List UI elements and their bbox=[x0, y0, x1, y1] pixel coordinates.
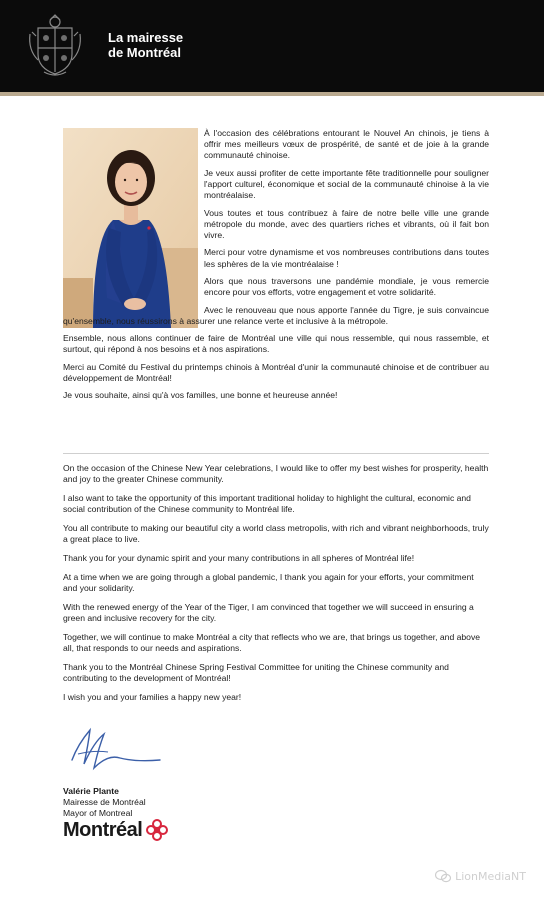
letter-en-paragraph: With the renewed energy of the Year of the Tiger, I am convinced that together we will succeed in ensuring a green and inclusive recovery for the city. bbox=[63, 601, 474, 623]
letter-fr-paragraph: Merci pour votre dynamisme et vos nombreuses contributions dans toutes les sphères de la vie montréalaise ! bbox=[204, 247, 489, 269]
letter-fr-paragraph: À l'occasion des célébrations entourant le Nouvel An chinois, je tiens à offrir mes meilleurs vœux de prospérité, de santé et de joie à la grande communauté chinoise. bbox=[204, 128, 489, 161]
montreal-logo bbox=[63, 817, 169, 843]
montreal-logo-text: Montréal bbox=[63, 818, 143, 841]
letterhead-banner bbox=[0, 0, 544, 92]
letter-en-paragraph: You all contribute to making our beautiful city a world class metropolis, with rich and vibrant neighborhoods, truly a great place to live. bbox=[63, 523, 489, 545]
signature-block bbox=[63, 786, 146, 819]
letter-french bbox=[63, 128, 489, 408]
montreal-rosette-logo-icon bbox=[145, 818, 169, 842]
letter-en-paragraph: Thank you for your dynamic spirit and your many contributions in all spheres of Montréal life! bbox=[63, 553, 415, 563]
letter-english bbox=[63, 463, 489, 710]
handwritten-signature bbox=[64, 724, 174, 772]
letter-en-paragraph: At a time when we are going through a global pandemic, I thank you again for your efforts, your commitment and your solidarity. bbox=[63, 571, 474, 593]
letter-en-paragraph: Thank you to the Montréal Chinese Spring Festival Committee for uniting the Chinese community and contributing to the development of Montréal! bbox=[63, 661, 449, 683]
letter-en-paragraph: I wish you and your families a happy new year! bbox=[63, 691, 242, 702]
letterhead-title bbox=[108, 30, 183, 60]
letter-fr-paragraph: Alors que nous traversons une pandémie mondiale, je vous remercie encore pour vos efforts, votre engagement et votre solidarité. bbox=[204, 275, 489, 298]
language-divider bbox=[63, 453, 489, 454]
wechat-channel-icon bbox=[435, 869, 451, 883]
signer-name: Valérie Plante bbox=[63, 786, 119, 796]
signer-title-fr: Mairesse de Montréal bbox=[63, 797, 146, 807]
watermark bbox=[435, 868, 526, 884]
letter-en-paragraph: I also want to take the opportunity of this important traditional holiday to highlight the cultural, economic and social contribution of the Chinese community to Montréal life. bbox=[63, 493, 471, 515]
letter-fr-paragraph: Je veux aussi profiter de cette importante fête traditionnelle pour souligner l'apport culturel, économique et social de la communauté chinoise à la vie montréalaise. bbox=[204, 167, 489, 201]
signer-title-en: Mayor of Montreal bbox=[63, 808, 133, 818]
letter-en-paragraph: On the occasion of the Chinese New Year celebrations, I would like to offer my best wishes for prosperity, health and joy to the greater Chinese community. bbox=[63, 463, 489, 485]
letter-en-paragraph: Together, we will continue to make Montréal a city that reflects who we are, that brings us together, and above all, that responds to our needs and aspirations. bbox=[63, 631, 481, 653]
letter-fr-paragraph: Merci au Comité du Festival du printemps chinois à Montréal d'unir la communauté chinoise et de contribuer au développement de Montréal! bbox=[63, 361, 489, 383]
letterhead-rule bbox=[0, 92, 544, 96]
letter-fr-paragraph: Vous toutes et tous contribuez à faire de notre belle ville une grande métropole du monde, avec des quartiers riches et vibrants, où il fait bon vivre. bbox=[204, 207, 489, 240]
watermark-text: LionMediaNT bbox=[455, 869, 526, 883]
letterhead-title-line2: de Montréal bbox=[108, 45, 181, 60]
montreal-coat-of-arms-icon bbox=[26, 14, 84, 78]
letterhead-title-line1: La mairesse bbox=[108, 30, 184, 45]
letter-fr-paragraph: Avec le renouveau que nous apporte l'année du Tigre, je suis convaincue qu'ensemble, nous réussirons à assurer une relance verte et inclusive à la métropole. bbox=[63, 304, 489, 326]
letter-fr-paragraph: Je vous souhaite, ainsi qu'à vos familles, une bonne et heureuse année! bbox=[63, 390, 338, 401]
letter-fr-paragraph: Ensemble, nous allons continuer de faire de Montréal une ville qui nous ressemble, qui nous rassemble, et surtout, qui répond à nos besoins et à nos aspirations. bbox=[63, 333, 489, 355]
